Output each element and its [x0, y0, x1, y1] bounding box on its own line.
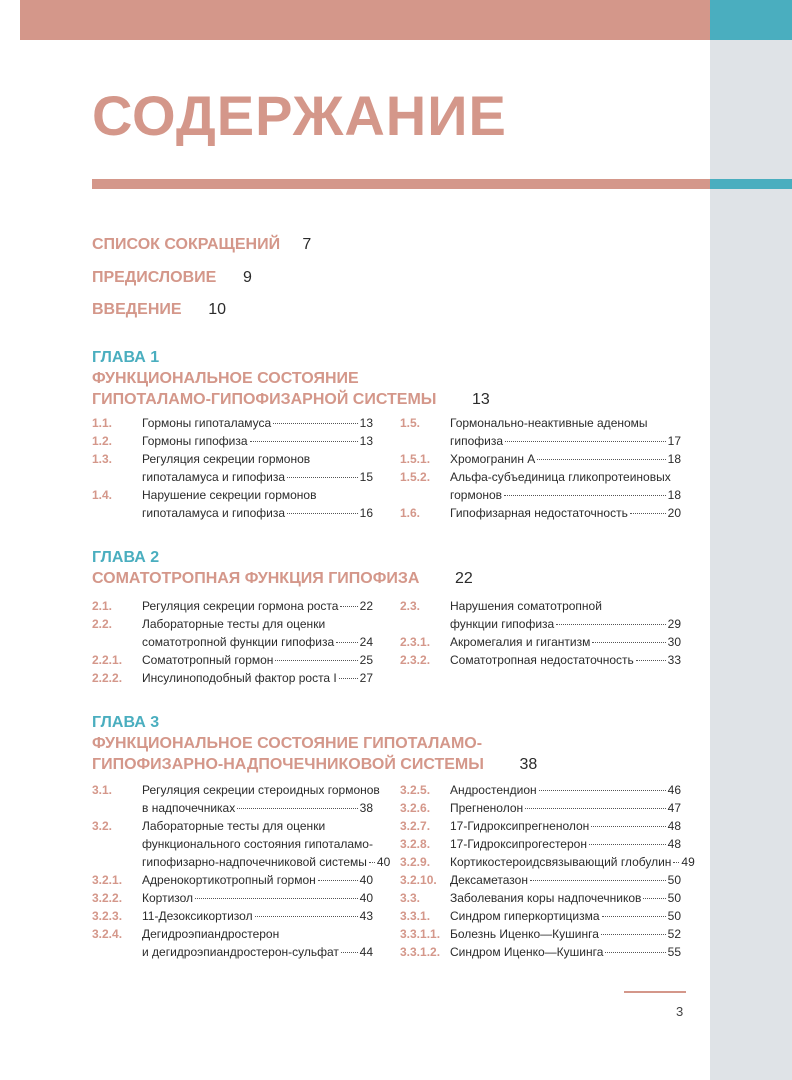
chapter-3-label: ГЛАВА 3 [92, 714, 160, 731]
dot-leader [592, 642, 665, 643]
title-underline-teal [710, 179, 792, 189]
toc-entry-text: соматотропной функции гипофиза [142, 635, 335, 649]
page-number: 3 [676, 1004, 684, 1019]
toc-entry-page: 29 [667, 617, 681, 631]
toc-entry-page: 47 [667, 801, 681, 815]
dot-leader [250, 441, 358, 442]
toc-entry[interactable] [92, 450, 373, 486]
dot-leader [341, 952, 358, 953]
toc-entry-text: Соматотропный гормон [142, 653, 274, 667]
dot-leader [673, 862, 679, 863]
dot-leader [589, 844, 666, 845]
toc-entry[interactable] [92, 889, 373, 907]
toc-entry-page: 49 [681, 855, 695, 869]
toc-entry-number: 3.2.8. [400, 837, 431, 851]
top-accent-bar [20, 0, 710, 40]
front-item-abbreviations[interactable] [92, 235, 311, 255]
toc-entry[interactable] [400, 468, 681, 504]
toc-entry[interactable] [92, 669, 373, 687]
toc-entry[interactable] [400, 907, 681, 925]
chapter-1-label: ГЛАВА 1 [92, 349, 160, 366]
toc-entry[interactable] [92, 651, 373, 669]
dot-leader [602, 916, 666, 917]
toc-entry[interactable] [400, 651, 681, 669]
toc-entry[interactable] [400, 871, 681, 889]
chapter-page: 13 [472, 391, 490, 408]
chapter-3-title-line1[interactable]: ФУНКЦИОНАЛЬНОЕ СОСТОЯНИЕ ГИПОТАЛАМО- [92, 735, 483, 752]
page-title: СОДЕРЖАНИЕ [92, 84, 507, 147]
toc-entry-text: Нарушения соматотропной [450, 599, 602, 613]
toc-entry-text: 17-Гидроксипрогестерон [450, 837, 587, 851]
toc-entry-page: 40 [376, 855, 391, 869]
toc-entry[interactable] [400, 781, 681, 799]
dot-leader [287, 477, 358, 478]
dot-leader [336, 642, 357, 643]
toc-entry-text: Кортизол [142, 891, 194, 905]
toc-entry-page: 20 [667, 506, 681, 520]
dot-leader [369, 862, 375, 863]
toc-entry-number: 3.1. [92, 783, 113, 797]
toc-entry-page: 13 [359, 416, 373, 430]
toc-entry-number: 2.3.2. [400, 653, 431, 667]
title-underline [92, 179, 710, 189]
chapter-page: 38 [519, 756, 538, 773]
chapter-2-title-line1[interactable] [92, 569, 473, 589]
toc-entry-number: 3.2.7. [400, 819, 431, 833]
toc-entry-text: Гормонально-неактивные аденомы [450, 416, 648, 430]
toc-entry-number: 2.2. [92, 617, 113, 631]
dot-leader [275, 660, 357, 661]
toc-entry-text: Дегидроэпиандростерон [142, 927, 280, 941]
dot-leader [525, 808, 666, 809]
footer-rule [624, 991, 686, 993]
chapter-title-text: ГИПОТАЛАМО-ГИПОФИЗАРНОЙ СИСТЕМЫ [92, 391, 437, 408]
toc-entry-page: 52 [667, 927, 681, 941]
chapter-3-title-line2[interactable] [92, 755, 537, 775]
toc-entry[interactable] [400, 414, 681, 450]
toc-entry[interactable] [92, 615, 373, 651]
toc-entry-page: 50 [667, 873, 681, 887]
toc-entry-number: 3.2. [92, 819, 113, 833]
toc-entry[interactable] [400, 633, 681, 651]
toc-entry-number: 1.1. [92, 416, 113, 430]
toc-entry-text: и дегидроэпиандростерон-сульфат [142, 945, 339, 959]
toc-entry-page: 13 [359, 434, 373, 448]
toc-entry-number: 2.1. [92, 599, 113, 613]
toc-entry-number: 2.3.1. [400, 635, 431, 649]
toc-entry-page: 50 [667, 891, 681, 905]
toc-entry-page: 40 [359, 891, 373, 905]
toc-entry[interactable] [92, 907, 373, 925]
dot-leader [255, 916, 358, 917]
toc-entry-text: Регуляция секреции стероидных гормонов [142, 783, 380, 797]
toc-entry-text: функционального состояния гипоталамо- [142, 837, 373, 851]
toc-entry-text: гипофиза [450, 434, 504, 448]
chapter-1-right-column [400, 414, 681, 522]
toc-entry[interactable] [400, 853, 695, 871]
dot-leader [318, 880, 358, 881]
toc-entry[interactable] [92, 871, 373, 889]
toc-entry-text: Регуляция секреции гормонов [142, 452, 311, 466]
toc-entry[interactable] [400, 817, 681, 835]
toc-entry-text: Лабораторные тесты для оценки [142, 617, 326, 631]
toc-entry-number: 1.5.2. [400, 470, 431, 484]
front-item-label: СПИСОК СОКРАЩЕНИЙ [92, 236, 281, 253]
toc-entry[interactable] [400, 943, 681, 961]
chapter-page: 22 [455, 570, 473, 587]
dot-leader [605, 952, 665, 953]
toc-entry-text: Кортикостероидсвязывающий глобулин [450, 855, 672, 869]
front-item-page: 7 [302, 236, 312, 253]
toc-entry-text: Соматотропная недостаточность [450, 653, 634, 667]
toc-entry-number: 3.3.1.2. [400, 945, 441, 959]
side-margin-band [710, 40, 792, 1080]
toc-entry-text: 11-Дезоксикортизол [142, 909, 253, 923]
toc-entry-text: Гипофизарная недостаточность [450, 506, 628, 520]
toc-entry-page: 48 [667, 819, 681, 833]
dot-leader [556, 624, 665, 625]
toc-entry-page: 48 [667, 837, 681, 851]
toc-entry-page: 46 [667, 783, 681, 797]
toc-entry-page: 22 [359, 599, 373, 613]
toc-entry[interactable] [92, 781, 380, 817]
toc-entry-text: Альфа-субъединица гликопротеиновых [450, 470, 671, 484]
toc-entry-number: 3.3.1. [400, 909, 431, 923]
toc-entry-number: 3.2.2. [92, 891, 123, 905]
toc-entry-number: 1.4. [92, 488, 113, 502]
toc-entry-page: 43 [359, 909, 373, 923]
toc-entry-number: 2.2.1. [92, 653, 123, 667]
front-item-preface[interactable] [92, 268, 252, 288]
toc-entry-number: 2.2.2. [92, 671, 123, 685]
toc-entry-number: 1.6. [400, 506, 421, 520]
dot-leader [287, 513, 358, 514]
toc-entry-text: гипофизарно-надпочечниковой системы [142, 855, 367, 869]
chapter-title-text: ГИПОФИЗАРНО-НАДПОЧЕЧНИКОВОЙ СИСТЕМЫ [92, 756, 484, 773]
toc-entry[interactable] [400, 799, 681, 817]
dot-leader [504, 495, 666, 496]
dot-leader [636, 660, 666, 661]
dot-leader [537, 459, 665, 460]
toc-entry-text: Прегненолон [450, 801, 524, 815]
chapter-2-right-column [400, 597, 681, 669]
toc-entry-text: Гормоны гипоталамуса [142, 416, 272, 430]
dot-leader [601, 934, 666, 935]
toc-entry-number: 3.2.6. [400, 801, 431, 815]
chapter-3-right-column [400, 781, 695, 961]
toc-entry-text: Лабораторные тесты для оценки [142, 819, 326, 833]
toc-entry-text: Синдром Иценко—Кушинга [450, 945, 604, 959]
toc-entry-text: Гормоны гипофиза [142, 434, 248, 448]
toc-entry-text: Андростендион [450, 783, 537, 797]
chapter-2-label: ГЛАВА 2 [92, 549, 160, 566]
toc-entry-text: Хромогранин А [450, 452, 536, 466]
toc-entry-text: гормонов [450, 488, 503, 502]
dot-leader [339, 678, 358, 679]
toc-entry-text: гипоталамуса и гипофиза [142, 506, 285, 520]
toc-entry-page: 55 [667, 945, 681, 959]
dot-leader [505, 441, 666, 442]
toc-entry-text: Нарушение секреции гормонов [142, 488, 317, 502]
dot-leader [273, 423, 357, 424]
toc-entry-number: 1.2. [92, 434, 113, 448]
toc-entry[interactable] [400, 889, 681, 907]
toc-entry-page: 30 [667, 635, 681, 649]
dot-leader [591, 826, 665, 827]
toc-entry-number: 3.2.10. [400, 873, 437, 887]
toc-entry-page: 24 [359, 635, 373, 649]
dot-leader [630, 513, 666, 514]
front-item-label: ВВЕДЕНИЕ [92, 301, 182, 318]
toc-entry[interactable] [92, 432, 373, 450]
toc-entry[interactable] [400, 925, 681, 943]
toc-entry-page: 40 [359, 873, 373, 887]
toc-entry-number: 3.2.4. [92, 927, 123, 941]
toc-entry[interactable] [400, 835, 681, 853]
toc-entry-number: 3.2.1. [92, 873, 123, 887]
chapter-3-left-column [92, 781, 391, 961]
toc-entry[interactable] [92, 486, 373, 522]
toc-entry-page: 38 [359, 801, 373, 815]
toc-entry-number: 3.3. [400, 891, 421, 905]
toc-entry-text: Заболевания коры надпочечников [450, 891, 642, 905]
dot-leader [195, 898, 358, 899]
toc-entry-text: гипоталамуса и гипофиза [142, 470, 285, 484]
toc-entry-page: 25 [359, 653, 373, 667]
chapter-title-text: СОМАТОТРОПНАЯ ФУНКЦИЯ ГИПОФИЗА [92, 570, 420, 587]
dot-leader [643, 898, 665, 899]
toc-entry-number: 1.5.1. [400, 452, 431, 466]
chapter-1-title-line2[interactable] [92, 390, 490, 410]
top-teal-bar [710, 0, 792, 40]
toc-entry-text: 17-Гидроксипрегненолон [450, 819, 590, 833]
toc-entry-text: Акромегалия и гигантизм [450, 635, 591, 649]
toc-entry-text: Адренокортикотропный гормон [142, 873, 316, 887]
toc-entry-page: 33 [667, 653, 681, 667]
toc-entry-text: в надпочечниках [142, 801, 236, 815]
toc-entry-page: 15 [359, 470, 373, 484]
toc-entry-page: 18 [667, 452, 681, 466]
toc-entry-page: 16 [359, 506, 373, 520]
front-item-page: 10 [208, 301, 227, 318]
toc-entry-page: 50 [667, 909, 681, 923]
toc-entry[interactable] [400, 450, 681, 468]
toc-entry-number: 1.5. [400, 416, 421, 430]
chapter-1-title-line1[interactable]: ФУНКЦИОНАЛЬНОЕ СОСТОЯНИЕ [92, 370, 359, 387]
toc-entry-number: 1.3. [92, 452, 113, 466]
toc-entry-number: 3.2.5. [400, 783, 431, 797]
toc-entry-text: Синдром гиперкортицизма [450, 909, 600, 923]
toc-entry[interactable] [400, 597, 681, 633]
front-item-page: 9 [242, 269, 252, 286]
toc-entry-number: 3.2.9. [400, 855, 431, 869]
dot-leader [237, 808, 357, 809]
toc-entry-page: 18 [667, 488, 681, 502]
toc-entry-number: 2.3. [400, 599, 421, 613]
toc-entry-page: 27 [359, 671, 373, 685]
toc-entry-text: Регуляция секреции гормона роста [142, 599, 339, 613]
toc-entry-page: 44 [359, 945, 373, 959]
toc-entry-text: Болезнь Иценко—Кушинга [450, 927, 599, 941]
front-item-label: ПРЕДИСЛОВИЕ [92, 269, 217, 286]
toc-entry[interactable] [92, 817, 391, 871]
toc-entry-text: Инсулиноподобный фактор роста I [142, 671, 337, 685]
toc-entry[interactable] [92, 597, 373, 615]
toc-entry-text: Дексаметазон [450, 873, 528, 887]
front-item-introduction[interactable] [92, 300, 226, 320]
chapter-2-left-column [92, 597, 373, 687]
toc-entry[interactable] [92, 414, 373, 432]
dot-leader [539, 790, 666, 791]
dot-leader [340, 606, 357, 607]
toc-entry[interactable] [400, 504, 681, 522]
toc-entry-number: 3.2.3. [92, 909, 123, 923]
dot-leader [530, 880, 666, 881]
toc-entry-page: 17 [667, 434, 681, 448]
toc-entry-text: функции гипофиза [450, 617, 555, 631]
toc-entry[interactable] [92, 925, 373, 961]
toc-entry-number: 3.3.1.1. [400, 927, 441, 941]
chapter-1-left-column [92, 414, 373, 522]
